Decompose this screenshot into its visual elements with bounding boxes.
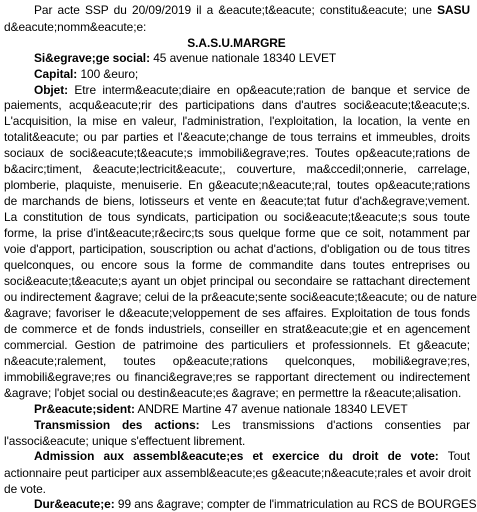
text-line — [34, 448, 470, 464]
bold-heading: Si&egrave;ge social: — [34, 51, 150, 65]
text-line — [34, 496, 477, 512]
text-line — [4, 481, 470, 497]
body-text: quelconques, ou encore sous la forme de commandite dans toutes entreprises ou — [4, 258, 470, 272]
text-line — [34, 66, 470, 82]
text-line — [4, 353, 470, 369]
body-text: voie d'apport, participation, souscription ou achat d'actions, d'obligation ou de tous titres — [4, 242, 470, 256]
bold-term: SASU — [437, 3, 470, 17]
text-line — [0, 35, 473, 51]
bold-heading: Transmission des actions: — [34, 418, 200, 432]
text-line — [4, 225, 470, 241]
body-text: soci&eacute;t&eacute;s ayant un objet principal ou secondaire se rattachant directement — [4, 274, 470, 288]
bold-heading: Pr&eacute;sident: — [34, 402, 135, 416]
text-line — [4, 273, 470, 289]
text-line — [4, 97, 470, 113]
body-text: de vote. — [4, 482, 46, 496]
text-line — [4, 433, 470, 449]
bold-heading: Objet: — [34, 83, 69, 97]
text-line — [34, 82, 470, 98]
body-text: Tout — [438, 449, 470, 463]
bold-heading: Dur&eacute;e: — [34, 497, 115, 511]
body-text: 99 ans &agrave; compter de l'immatriculation au RCS de BOURGES — [114, 497, 477, 511]
body-text: Etre interm&eacute;diaire en op&eacute;ration de banque et service de — [68, 83, 470, 97]
body-text: d&eacute;nomm&eacute;e: — [4, 20, 147, 34]
text-line — [34, 50, 470, 66]
body-text: L'acquisition, la mise en valeur, l'administration, l'exploitation, la location, la vente en — [4, 114, 470, 128]
text-line — [4, 257, 470, 273]
text-line — [4, 337, 470, 353]
text-line — [34, 417, 470, 433]
text-line — [4, 385, 470, 401]
bold-heading: S.A.S.U.MARGRE — [187, 36, 286, 50]
text-line — [4, 305, 470, 321]
body-text: forme, la prise d'int&eacute;r&ecirc;ts sous quelque forme que ce soit, notamment par — [4, 226, 470, 240]
text-line — [4, 193, 470, 209]
body-text: 100 &euro; — [77, 67, 139, 81]
body-text: b&acirc;timent, &eacute;lectricit&eacute;, couverture, ma&ccedil;onnerie, carrelage, — [4, 162, 470, 176]
bold-heading: Capital: — [34, 67, 78, 81]
text-line — [4, 145, 470, 161]
text-line — [4, 369, 470, 385]
body-text: n&eacute;ralement, toutes op&eacute;rations quelconques, mobili&egrave;res, — [4, 354, 470, 368]
body-text: de commerce et de fonds industriels, conseiller en strat&eacute;gie et en agencement — [4, 322, 470, 336]
body-text: La constitution de tous syndicats, participation ou soci&eacute;t&eacute;s sous toute — [4, 210, 470, 224]
text-line — [4, 241, 470, 257]
text-line — [4, 209, 470, 225]
body-text: actionnaire peut participer aux assembl&eacute;es g&eacute;n&eacute;rales et avoir droit — [4, 466, 471, 480]
body-text: &agrave; favoriser le d&eacute;veloppement de ses affaires. Exploitation de tous fonds — [4, 306, 470, 320]
text-line — [4, 289, 477, 305]
text-line — [4, 465, 470, 481]
text-line — [4, 321, 470, 337]
body-text: totalit&eacute; ou par parties et l'&eacute;change de tous terrains et immeubles, droits — [4, 130, 470, 144]
body-text: Par acte SSP du 20/09/2019 il a &eacute;t&eacute; constitu&eacute; une — [34, 3, 438, 17]
body-text: commercial. Gestion de patrimoine des particuliers et professionnels. Et g&eacute; — [4, 338, 470, 352]
body-text: de marchands de biens, lotisseurs et vente en &eacute;tat futur d'ach&egrave;vement. — [4, 194, 470, 208]
body-text: ANDRE Martine 47 avenue nationale 18340 LEVET — [134, 402, 408, 416]
text-line — [4, 19, 470, 35]
bold-heading: Admission aux assembl&eacute;es et exercice du droit de vote: — [34, 449, 439, 463]
body-text: &agrave; l'objet social ou destin&eacute;es &agrave; en permettre la r&eacute;alisation. — [4, 386, 462, 400]
text-line — [4, 177, 470, 193]
text-line — [34, 401, 470, 417]
body-text: 45 avenue nationale 18340 LEVET — [149, 51, 337, 65]
body-text: immobili&egrave;res ou financi&egrave;res se rapportant directement ou indirectement — [4, 370, 470, 384]
body-text: paiements, acqu&eacute;rir des participations dans d'autres soci&eacute;t&eacute;s. — [4, 98, 470, 112]
text-line — [4, 161, 470, 177]
body-text: Les transmissions d'actions consenties par — [199, 418, 470, 432]
body-text: sociaux de soci&eacute;t&eacute;s immobili&egrave;res. Toutes op&eacute;rations de — [4, 146, 470, 160]
text-line — [4, 113, 470, 129]
text-line — [4, 129, 470, 145]
body-text: plomberie, plaquiste, menuiserie. En g&eacute;n&eacute;ral, toutes op&eacute;rations — [4, 178, 470, 192]
body-text: ou indirectement &agrave; celui de la pr&eacute;sente soci&eacute;t&eacute; ou de nature — [4, 290, 477, 304]
body-text: l'associ&eacute; unique s'effectuent librement. — [4, 434, 246, 448]
text-line — [34, 2, 470, 18]
